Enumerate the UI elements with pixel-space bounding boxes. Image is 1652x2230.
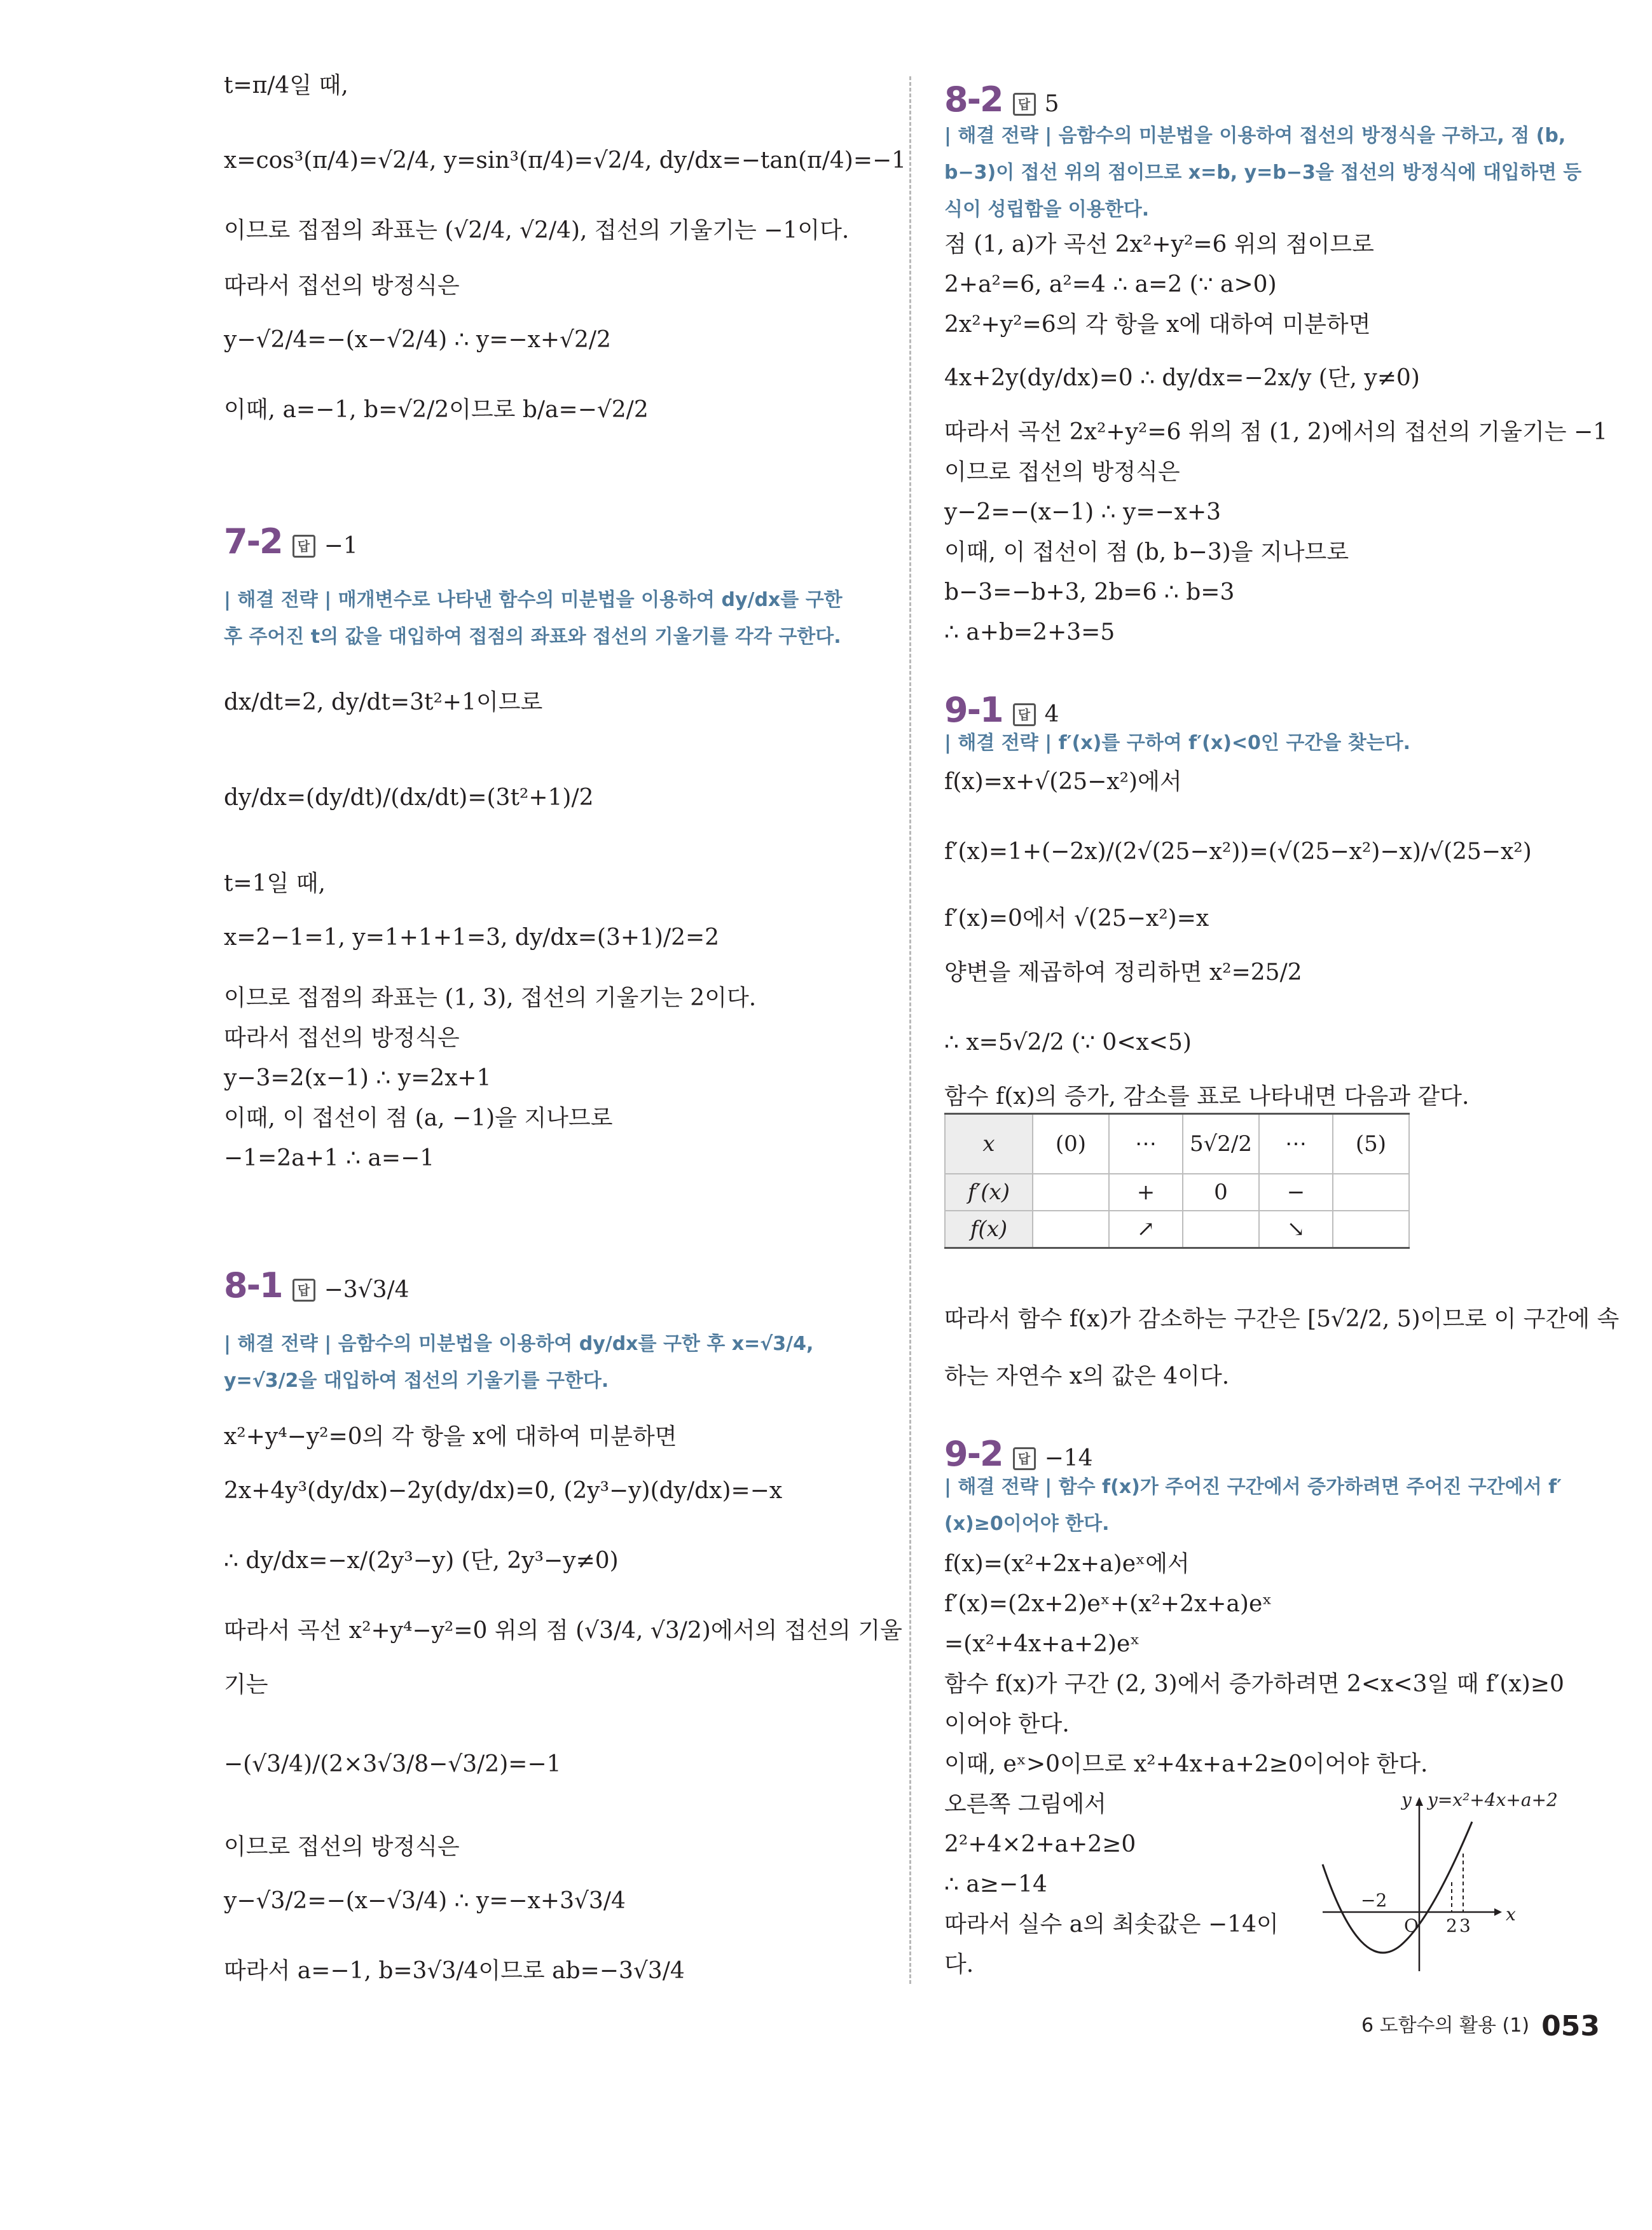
- table-row-f: [945, 1211, 1409, 1248]
- column-divider: [909, 76, 911, 1984]
- solution-line: 이때, eˣ>0이므로 x²+4x+a+2≥0이어야 한다.: [944, 1751, 1428, 1777]
- answer-value: −1: [324, 533, 358, 559]
- solution-line: y−√3/2=−(x−√3/4) ∴ y=−x+3√3/4: [224, 1888, 626, 1914]
- solution-line: x=cos³(π/4)=√2/4, y=sin³(π/4)=√2/4, dy/dx=−tan(π/4)=−1: [224, 148, 907, 174]
- table-cell: ⋯: [1259, 1114, 1333, 1174]
- solution-line: 따라서 곡선 x²+y⁴−y²=0 위의 점 (√3/4, √3/2)에서의 접선의 기울: [224, 1618, 902, 1644]
- answer-icon: 답: [1013, 93, 1036, 116]
- x-axis-label: x: [1506, 1904, 1516, 1925]
- solution-line: f′(x)=0에서 √(25−x²)=x: [944, 905, 1209, 932]
- table-cell: [1183, 1211, 1259, 1248]
- solution-line: 양변을 제곱하여 정리하면 x²=25/2: [944, 960, 1302, 986]
- solution-line: 오른쪽 그림에서: [944, 1791, 1106, 1817]
- origin-label: O: [1404, 1915, 1419, 1936]
- solution-line: 이때, 이 접선이 점 (a, −1)을 지나므로: [224, 1105, 613, 1131]
- solution-strategy: [224, 1326, 866, 1400]
- solution-line: 기는: [224, 1672, 268, 1698]
- solution-line: 따라서 a=−1, b=3√3/4이므로 ab=−3√3/4: [224, 1958, 685, 1984]
- solution-line: ∴ a≥−14: [944, 1871, 1047, 1897]
- solution-strategy: [944, 725, 1587, 762]
- table-row-x: [945, 1114, 1409, 1174]
- increase-decrease-table: [944, 1113, 1410, 1249]
- solution-line: y−3=2(x−1) ∴ y=2x+1: [224, 1065, 492, 1091]
- tick-label-3: 3: [1459, 1915, 1471, 1936]
- solution-line: f′(x)=1+(−2x)/(2√(25−x²))=(√(25−x²)−x)/√(25−x²): [944, 839, 1532, 865]
- solution-line: 함수 f(x)의 증가, 감소를 표로 나타내면 다음과 같다.: [944, 1084, 1470, 1110]
- solution-line: 함수 f(x)가 구간 (2, 3)에서 증가하려면 2<x<3일 때 f′(x)≥0: [944, 1671, 1564, 1697]
- table-cell: f′(x): [945, 1174, 1033, 1211]
- solution-line: 2x+4y³(dy/dx)−2y(dy/dx)=0, (2y³−y)(dy/dx)=−x: [224, 1478, 783, 1504]
- solution-line: 따라서 곡선 2x²+y²=6 위의 점 (1, 2)에서의 접선의 기울기는 −1: [944, 419, 1608, 445]
- answer-icon: 답: [293, 1279, 315, 1302]
- curve-label: y=x²+4x+a+2: [1428, 1789, 1558, 1810]
- solution-line: 이때, 이 접선이 점 (b, b−3)을 지나므로: [944, 539, 1349, 565]
- solution-line: 이므로 접선의 방정식은: [944, 459, 1180, 485]
- solution-line: x²+y⁴−y²=0의 각 항을 x에 대하여 미분하면: [224, 1424, 677, 1450]
- problem-heading: [224, 1265, 410, 1305]
- table-cell: [1333, 1211, 1409, 1248]
- answer-value: −14: [1044, 1445, 1093, 1471]
- solution-line: f(x)=(x²+2x+a)eˣ에서: [944, 1551, 1190, 1577]
- y-axis-label: y: [1401, 1789, 1412, 1810]
- table-cell: +: [1109, 1174, 1183, 1211]
- solution-line: 이어야 한다.: [944, 1711, 1070, 1737]
- x-axis-arrow: [1494, 1908, 1502, 1916]
- solution-line: 하는 자연수 x의 값은 4이다.: [944, 1363, 1230, 1389]
- solution-line: f(x)=x+√(25−x²)에서: [944, 769, 1182, 795]
- page-footer: [1361, 2009, 1600, 2042]
- solution-line: 이때, a=−1, b=√2/2이므로 b/a=−√2/2: [224, 397, 649, 423]
- solution-line: =(x²+4x+a+2)eˣ: [944, 1631, 1140, 1657]
- strategy-tag: | 해결 전략 |: [944, 125, 1052, 147]
- solution-line: ∴ dy/dx=−x/(2y³−y) (단, 2y³−y≠0): [224, 1548, 619, 1574]
- solution-line: b−3=−b+3, 2b=6 ∴ b=3: [944, 579, 1235, 605]
- solution-line: 따라서 접선의 방정식은: [224, 1025, 460, 1051]
- table-cell: −: [1259, 1174, 1333, 1211]
- solution-line: 이므로 접선의 방정식은: [224, 1834, 460, 1860]
- solution-line: f′(x)=(2x+2)eˣ+(x²+2x+a)eˣ: [944, 1591, 1272, 1617]
- tick-label-neg2: −2: [1361, 1890, 1387, 1911]
- solution-line: 다.: [944, 1951, 974, 1978]
- solution-line: −1=2a+1 ∴ a=−1: [224, 1145, 435, 1171]
- problem-heading: [944, 690, 1059, 730]
- solution-line: t=1일 때,: [224, 871, 326, 897]
- solution-line: 점 (1, a)가 곡선 2x²+y²=6 위의 점이므로: [944, 231, 1374, 258]
- strategy-tag: | 해결 전략 |: [224, 589, 332, 611]
- strategy-text: 함수 f(x)가 주어진 구간에서 증가하려면 주어진 구간에서 f′(x)≥0이어야 한다.: [944, 1476, 1562, 1535]
- table-cell: [1333, 1174, 1409, 1211]
- strategy-text: 매개변수로 나타낸 함수의 미분법을 이용하여 dy/dx를 구한 후 주어진 t의 값을 대입하여 접점의 좌표와 접선의 기울기를 각각 구한다.: [224, 589, 843, 648]
- problem-number: 9-1: [944, 690, 1003, 730]
- solution-line: ∴ a+b=2+3=5: [944, 619, 1115, 645]
- table-cell: (0): [1033, 1114, 1109, 1174]
- problem-number: 8-2: [944, 79, 1003, 120]
- strategy-text: 음함수의 미분법을 이용하여 dy/dx를 구한 후 x=√3/4, y=√3/2을 대입하여 접선의 기울기를 구한다.: [224, 1333, 814, 1392]
- table-cell: x: [945, 1114, 1033, 1174]
- answer-value: −3√3/4: [324, 1277, 410, 1303]
- strategy-text: 음함수의 미분법을 이용하여 접선의 방정식을 구하고, 점 (b, b−3)이 접선 위의 점이므로 x=b, y=b−3을 접선의 방정식에 대입하면 등식이 성립함을 이용한다.: [944, 125, 1582, 221]
- solution-line: y−√2/4=−(x−√2/4) ∴ y=−x+√2/2: [224, 327, 611, 353]
- answer-icon: 답: [1013, 703, 1036, 726]
- solution-line: x=2−1=1, y=1+1+1=3, dy/dx=(3+1)/2=2: [224, 925, 720, 951]
- solution-line: y−2=−(x−1) ∴ y=−x+3: [944, 499, 1222, 525]
- answer-value: 5: [1044, 91, 1059, 117]
- solution-line: 따라서 함수 f(x)가 감소하는 구간은 [5√2/2, 5)이므로 이 구간에 속: [944, 1306, 1620, 1332]
- problem-number: 8-1: [224, 1265, 282, 1305]
- solution-strategy: [224, 582, 866, 656]
- strategy-tag: | 해결 전략 |: [944, 732, 1052, 754]
- answer-value: 4: [1044, 701, 1059, 727]
- table-cell: [1033, 1211, 1109, 1248]
- strategy-tag: | 해결 전략 |: [944, 1476, 1052, 1498]
- table-cell: 0: [1183, 1174, 1259, 1211]
- solution-line: ∴ x=5√2/2 (∵ 0<x<5): [944, 1029, 1192, 1056]
- solution-line: 4x+2y(dy/dx)=0 ∴ dy/dx=−2x/y (단, y≠0): [944, 365, 1420, 391]
- chapter-title: 6 도함수의 활용 (1): [1361, 2014, 1530, 2037]
- table-cell: f(x): [945, 1211, 1033, 1248]
- table-row-fprime: [945, 1174, 1409, 1211]
- table-cell: (5): [1333, 1114, 1409, 1174]
- table-cell: 5√2/2: [1183, 1114, 1259, 1174]
- table-cell: ⋯: [1109, 1114, 1183, 1174]
- page-number: 053: [1541, 2010, 1600, 2042]
- parabola-graph: [1316, 1787, 1602, 1978]
- solution-line: 2+a²=6, a²=4 ∴ a=2 (∵ a>0): [944, 272, 1277, 298]
- tick-label-2: 2: [1446, 1915, 1457, 1936]
- solution-line: 이므로 접점의 좌표는 (√2/4, √2/4), 접선의 기울기는 −1이다.: [224, 217, 850, 244]
- solution-line: 이므로 접점의 좌표는 (1, 3), 접선의 기울기는 2이다.: [224, 985, 757, 1011]
- solution-line: 따라서 실수 a의 최솟값은 −14이: [944, 1911, 1279, 1937]
- problem-heading: [944, 1434, 1093, 1474]
- solution-line: 2²+4×2+a+2≥0: [944, 1831, 1136, 1857]
- strategy-tag: | 해결 전략 |: [224, 1333, 332, 1355]
- answer-icon: 답: [1013, 1447, 1036, 1470]
- solution-line: −(√3/4)/(2×3√3/8−√3/2)=−1: [224, 1751, 561, 1777]
- problem-number: 9-2: [944, 1434, 1003, 1474]
- strategy-text: f′(x)를 구하여 f′(x)<0인 구간을 찾는다.: [1058, 732, 1411, 754]
- problem-number: 7-2: [224, 521, 282, 561]
- table-cell: ↘: [1259, 1211, 1333, 1248]
- problem-heading: [224, 521, 358, 561]
- solution-strategy: [944, 1469, 1587, 1543]
- solution-line: 2x²+y²=6의 각 항을 x에 대하여 미분하면: [944, 312, 1371, 338]
- table-cell: ↗: [1109, 1211, 1183, 1248]
- y-axis-arrow: [1415, 1797, 1423, 1806]
- solution-line: dy/dx=(dy/dt)/(dx/dt)=(3t²+1)/2: [224, 785, 594, 811]
- problem-heading: [944, 79, 1059, 120]
- answer-icon: 답: [293, 535, 315, 558]
- solution-line: dx/dt=2, dy/dt=3t²+1이므로: [224, 689, 543, 715]
- solution-strategy: [944, 118, 1587, 228]
- solution-line: 따라서 접선의 방정식은: [224, 273, 460, 299]
- solution-line: t=π/4일 때,: [224, 72, 348, 99]
- increase-decrease-table-wrap: [944, 1113, 1410, 1249]
- table-cell: [1033, 1174, 1109, 1211]
